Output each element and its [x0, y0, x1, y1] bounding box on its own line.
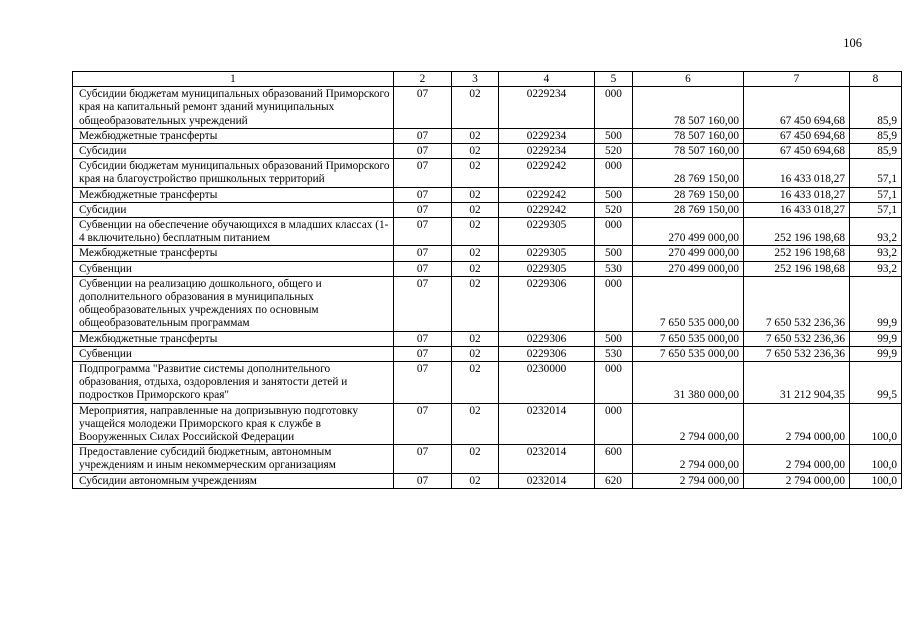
- table-row: [73, 87, 902, 129]
- expense-type-cell: 000: [595, 276, 633, 331]
- expense-type-cell: 600: [595, 445, 633, 473]
- planned-amount-cell: 270 499 000,00: [633, 218, 744, 246]
- executed-amount-cell: 252 196 198,68: [744, 246, 850, 261]
- header-cell: 6: [633, 72, 744, 87]
- budget-table: [72, 71, 902, 489]
- table-row: [73, 331, 902, 346]
- planned-amount-cell: 28 769 150,00: [633, 187, 744, 202]
- section-code-cell: 07: [394, 87, 452, 129]
- table-row: [73, 128, 902, 143]
- target-article-cell: 0232014: [499, 403, 595, 445]
- table-row: [73, 445, 902, 473]
- target-article-cell: 0229242: [499, 187, 595, 202]
- executed-amount-cell: 7 650 532 236,36: [744, 331, 850, 346]
- subsection-code-cell: 02: [452, 128, 499, 143]
- executed-amount-cell: 2 794 000,00: [744, 403, 850, 445]
- execution-percent-cell: 99,5: [850, 362, 902, 404]
- target-article-cell: 0229305: [499, 261, 595, 276]
- target-article-cell: 0229305: [499, 246, 595, 261]
- row-name-cell: Субсидии: [73, 202, 394, 217]
- expense-type-cell: 000: [595, 87, 633, 129]
- page-number: 106: [843, 36, 862, 50]
- target-article-cell: 0229234: [499, 128, 595, 143]
- subsection-code-cell: 02: [452, 276, 499, 331]
- subsection-code-cell: 02: [452, 261, 499, 276]
- section-code-cell: 07: [394, 261, 452, 276]
- row-name-cell: Субсидии: [73, 144, 394, 159]
- execution-percent-cell: 99,9: [850, 346, 902, 361]
- target-article-cell: 0229305: [499, 218, 595, 246]
- expense-type-cell: 500: [595, 128, 633, 143]
- planned-amount-cell: 28 769 150,00: [633, 202, 744, 217]
- planned-amount-cell: 2 794 000,00: [633, 473, 744, 488]
- target-article-cell: 0229234: [499, 87, 595, 129]
- row-name-cell: Субсидии бюджетам муниципальных образований Приморского края на капитальный ремонт зданий муниципальных общеобразовательных учреждений: [73, 87, 394, 129]
- expense-type-cell: 000: [595, 159, 633, 187]
- subsection-code-cell: 02: [452, 187, 499, 202]
- expense-type-cell: 520: [595, 202, 633, 217]
- planned-amount-cell: 31 380 000,00: [633, 362, 744, 404]
- target-article-cell: 0229242: [499, 202, 595, 217]
- expense-type-cell: 000: [595, 403, 633, 445]
- table-row: [73, 362, 902, 404]
- table-row: [73, 403, 902, 445]
- subsection-code-cell: 02: [452, 159, 499, 187]
- header-cell: 3: [452, 72, 499, 87]
- execution-percent-cell: 57,1: [850, 159, 902, 187]
- row-name-cell: Субсидии бюджетам муниципальных образований Приморского края на благоустройство пришкольных территорий: [73, 159, 394, 187]
- executed-amount-cell: 67 450 694,68: [744, 144, 850, 159]
- subsection-code-cell: 02: [452, 362, 499, 404]
- header-cell: 8: [850, 72, 902, 87]
- table-row: [73, 276, 902, 331]
- execution-percent-cell: 100,0: [850, 473, 902, 488]
- table-row: [73, 246, 902, 261]
- planned-amount-cell: 7 650 535 000,00: [633, 276, 744, 331]
- executed-amount-cell: 2 794 000,00: [744, 445, 850, 473]
- subsection-code-cell: 02: [452, 473, 499, 488]
- subsection-code-cell: 02: [452, 331, 499, 346]
- execution-percent-cell: 93,2: [850, 261, 902, 276]
- subsection-code-cell: 02: [452, 346, 499, 361]
- section-code-cell: 07: [394, 403, 452, 445]
- subsection-code-cell: 02: [452, 87, 499, 129]
- table-row: [73, 346, 902, 361]
- planned-amount-cell: 7 650 535 000,00: [633, 331, 744, 346]
- section-code-cell: 07: [394, 276, 452, 331]
- section-code-cell: 07: [394, 362, 452, 404]
- execution-percent-cell: 93,2: [850, 246, 902, 261]
- expense-type-cell: 000: [595, 362, 633, 404]
- section-code-cell: 07: [394, 246, 452, 261]
- section-code-cell: 07: [394, 473, 452, 488]
- executed-amount-cell: 16 433 018,27: [744, 187, 850, 202]
- execution-percent-cell: 85,9: [850, 144, 902, 159]
- planned-amount-cell: 7 650 535 000,00: [633, 346, 744, 361]
- table-row: [73, 159, 902, 187]
- section-code-cell: 07: [394, 128, 452, 143]
- header-cell: 4: [499, 72, 595, 87]
- target-article-cell: 0229242: [499, 159, 595, 187]
- planned-amount-cell: 78 507 160,00: [633, 87, 744, 129]
- target-article-cell: 0229306: [499, 346, 595, 361]
- executed-amount-cell: 16 433 018,27: [744, 159, 850, 187]
- executed-amount-cell: 67 450 694,68: [744, 87, 850, 129]
- expense-type-cell: 620: [595, 473, 633, 488]
- planned-amount-cell: 78 507 160,00: [633, 144, 744, 159]
- execution-percent-cell: 85,9: [850, 128, 902, 143]
- execution-percent-cell: 57,1: [850, 202, 902, 217]
- header-cell: 7: [744, 72, 850, 87]
- subsection-code-cell: 02: [452, 144, 499, 159]
- execution-percent-cell: 100,0: [850, 403, 902, 445]
- section-code-cell: 07: [394, 159, 452, 187]
- header-cell: 5: [595, 72, 633, 87]
- planned-amount-cell: 78 507 160,00: [633, 128, 744, 143]
- header-cell: 1: [73, 72, 394, 87]
- execution-percent-cell: 57,1: [850, 187, 902, 202]
- subsection-code-cell: 02: [452, 246, 499, 261]
- planned-amount-cell: 28 769 150,00: [633, 159, 744, 187]
- executed-amount-cell: 252 196 198,68: [744, 261, 850, 276]
- row-name-cell: Подпрограмма "Развитие системы дополнительного образования, отдыха, оздоровления и занятости детей и подростков Приморского края": [73, 362, 394, 404]
- target-article-cell: 0232014: [499, 445, 595, 473]
- subsection-code-cell: 02: [452, 445, 499, 473]
- table-row: [73, 261, 902, 276]
- section-code-cell: 07: [394, 218, 452, 246]
- row-name-cell: Межбюджетные трансферты: [73, 331, 394, 346]
- planned-amount-cell: 270 499 000,00: [633, 246, 744, 261]
- table-row: [73, 144, 902, 159]
- table-row: [73, 473, 902, 488]
- header-cell: 2: [394, 72, 452, 87]
- subsection-code-cell: 02: [452, 403, 499, 445]
- executed-amount-cell: 67 450 694,68: [744, 128, 850, 143]
- target-article-cell: 0232014: [499, 473, 595, 488]
- expense-type-cell: 500: [595, 187, 633, 202]
- row-name-cell: Субсидии автономным учреждениям: [73, 473, 394, 488]
- section-code-cell: 07: [394, 346, 452, 361]
- execution-percent-cell: 100,0: [850, 445, 902, 473]
- table-header-row: [73, 72, 902, 87]
- row-name-cell: Субвенции на обеспечение обучающихся в младших классах (1-4 включительно) бесплатным питанием: [73, 218, 394, 246]
- row-name-cell: Межбюджетные трансферты: [73, 246, 394, 261]
- executed-amount-cell: 31 212 904,35: [744, 362, 850, 404]
- expense-type-cell: 000: [595, 218, 633, 246]
- row-name-cell: Субвенции: [73, 261, 394, 276]
- section-code-cell: 07: [394, 187, 452, 202]
- section-code-cell: 07: [394, 202, 452, 217]
- executed-amount-cell: 7 650 532 236,36: [744, 346, 850, 361]
- target-article-cell: 0229306: [499, 276, 595, 331]
- planned-amount-cell: 2 794 000,00: [633, 445, 744, 473]
- execution-percent-cell: 99,9: [850, 276, 902, 331]
- row-name-cell: Предоставление субсидий бюджетным, автономным учреждениям и иным некоммерческим организациям: [73, 445, 394, 473]
- executed-amount-cell: 7 650 532 236,36: [744, 276, 850, 331]
- table-row: [73, 218, 902, 246]
- table-row: [73, 187, 902, 202]
- execution-percent-cell: 93,2: [850, 218, 902, 246]
- executed-amount-cell: 2 794 000,00: [744, 473, 850, 488]
- section-code-cell: 07: [394, 445, 452, 473]
- expense-type-cell: 530: [595, 346, 633, 361]
- expense-type-cell: 500: [595, 246, 633, 261]
- row-name-cell: Субвенции на реализацию дошкольного, общего и дополнительного образования в муниципальных общеобразовательных учреждениях по основным общеобразовательным программам: [73, 276, 394, 331]
- subsection-code-cell: 02: [452, 202, 499, 217]
- table-row: [73, 202, 902, 217]
- row-name-cell: Субвенции: [73, 346, 394, 361]
- row-name-cell: Межбюджетные трансферты: [73, 128, 394, 143]
- row-name-cell: Мероприятия, направленные на допризывную подготовку учащейся молодежи Приморского края к службе в Вооруженных Силах Российской Федерации: [73, 403, 394, 445]
- section-code-cell: 07: [394, 331, 452, 346]
- target-article-cell: 0229234: [499, 144, 595, 159]
- row-name-cell: Межбюджетные трансферты: [73, 187, 394, 202]
- target-article-cell: 0229306: [499, 331, 595, 346]
- expense-type-cell: 530: [595, 261, 633, 276]
- executed-amount-cell: 252 196 198,68: [744, 218, 850, 246]
- target-article-cell: 0230000: [499, 362, 595, 404]
- execution-percent-cell: 85,9: [850, 87, 902, 129]
- planned-amount-cell: 270 499 000,00: [633, 261, 744, 276]
- expense-type-cell: 520: [595, 144, 633, 159]
- execution-percent-cell: 99,9: [850, 331, 902, 346]
- section-code-cell: 07: [394, 144, 452, 159]
- executed-amount-cell: 16 433 018,27: [744, 202, 850, 217]
- expense-type-cell: 500: [595, 331, 633, 346]
- subsection-code-cell: 02: [452, 218, 499, 246]
- planned-amount-cell: 2 794 000,00: [633, 403, 744, 445]
